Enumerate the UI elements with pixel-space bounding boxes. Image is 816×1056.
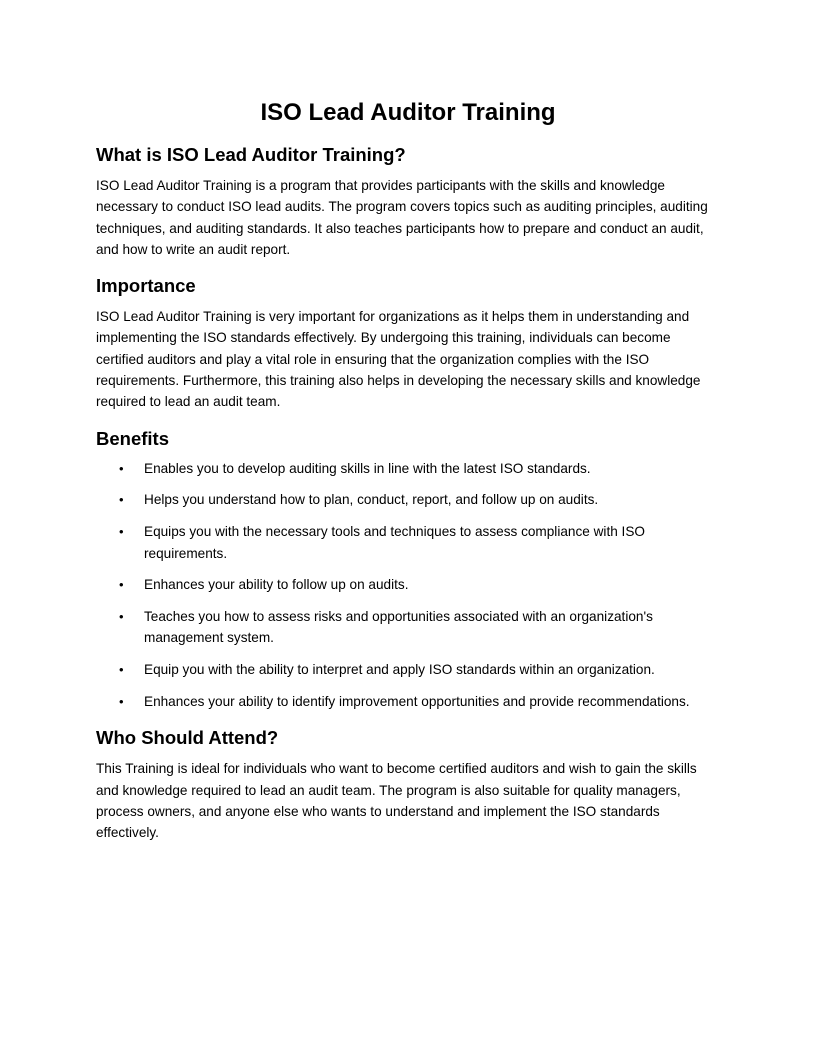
section-heading-importance: Importance: [96, 275, 196, 297]
benefit-text: Enables you to develop auditing skills in line with the latest ISO standards.: [144, 460, 591, 476]
benefit-item: [96, 659, 720, 680]
section-heading-what: What is ISO Lead Auditor Training?: [96, 144, 406, 165]
bullet-icon: •: [119, 694, 124, 710]
benefit-text: Equips you with the necessary tools and techniques to assess compliance with ISO requirements.: [144, 524, 645, 561]
page-title: ISO Lead Auditor Training: [260, 99, 556, 126]
benefits-list: [96, 458, 720, 713]
section-heading-benefits: Benefits: [96, 427, 169, 449]
benefit-text: Enhances your ability to follow up on audits.: [144, 577, 409, 593]
benefit-text: Enhances your ability to identify improvement opportunities and provide recommendations.: [144, 694, 690, 710]
benefit-text: Teaches you how to assess risks and opportunities associated with an organization's management system.: [144, 609, 653, 646]
bullet-icon: •: [119, 577, 124, 593]
section-heading-who-should-attend: Who Should Attend?: [96, 727, 279, 749]
benefit-item: [96, 458, 720, 479]
bullet-icon: •: [119, 460, 124, 476]
benefit-item: [96, 606, 720, 649]
bullet-icon: •: [119, 662, 124, 678]
benefit-item: [96, 691, 720, 712]
benefit-item: [96, 574, 720, 595]
benefit-text: Helps you understand how to plan, conduct, report, and follow up on audits.: [144, 492, 599, 508]
benefit-text: Equip you with the ability to interpret and apply ISO standards within an organization.: [144, 662, 655, 678]
benefit-item: [96, 489, 720, 510]
paragraph-importance: ISO Lead Auditor Training is very important for organizations as it helps them in understanding and implementing the ISO standards effectively. By undergoing this training, individuals can become certified auditors and play a vital role in ensuring that the organization complies with the ISO requirements. Furthermore, this training also helps in developing the necessary skills and knowledge required to lead an audit team.: [96, 309, 701, 410]
paragraph-who-should-attend: This Training is ideal for individuals who want to become certified auditors and wish to gain the skills and knowledge required to lead an audit team. The program is also suitable for quality managers, process owners, and anyone else who wants to understand and implement the ISO standards effectively.: [96, 761, 697, 841]
bullet-icon: •: [119, 524, 124, 540]
bullet-icon: •: [119, 492, 124, 508]
paragraph-what: ISO Lead Auditor Training is a program that provides participants with the skills and knowledge necessary to conduct ISO lead audits. The program covers topics such as auditing principles, auditing techniques, and auditing standards. It also teaches participants how to prepare and conduct an audit, and how to write an audit report.: [96, 178, 708, 257]
bullet-icon: •: [119, 609, 124, 625]
document-page: [96, 96, 720, 844]
benefit-item: [96, 521, 720, 564]
